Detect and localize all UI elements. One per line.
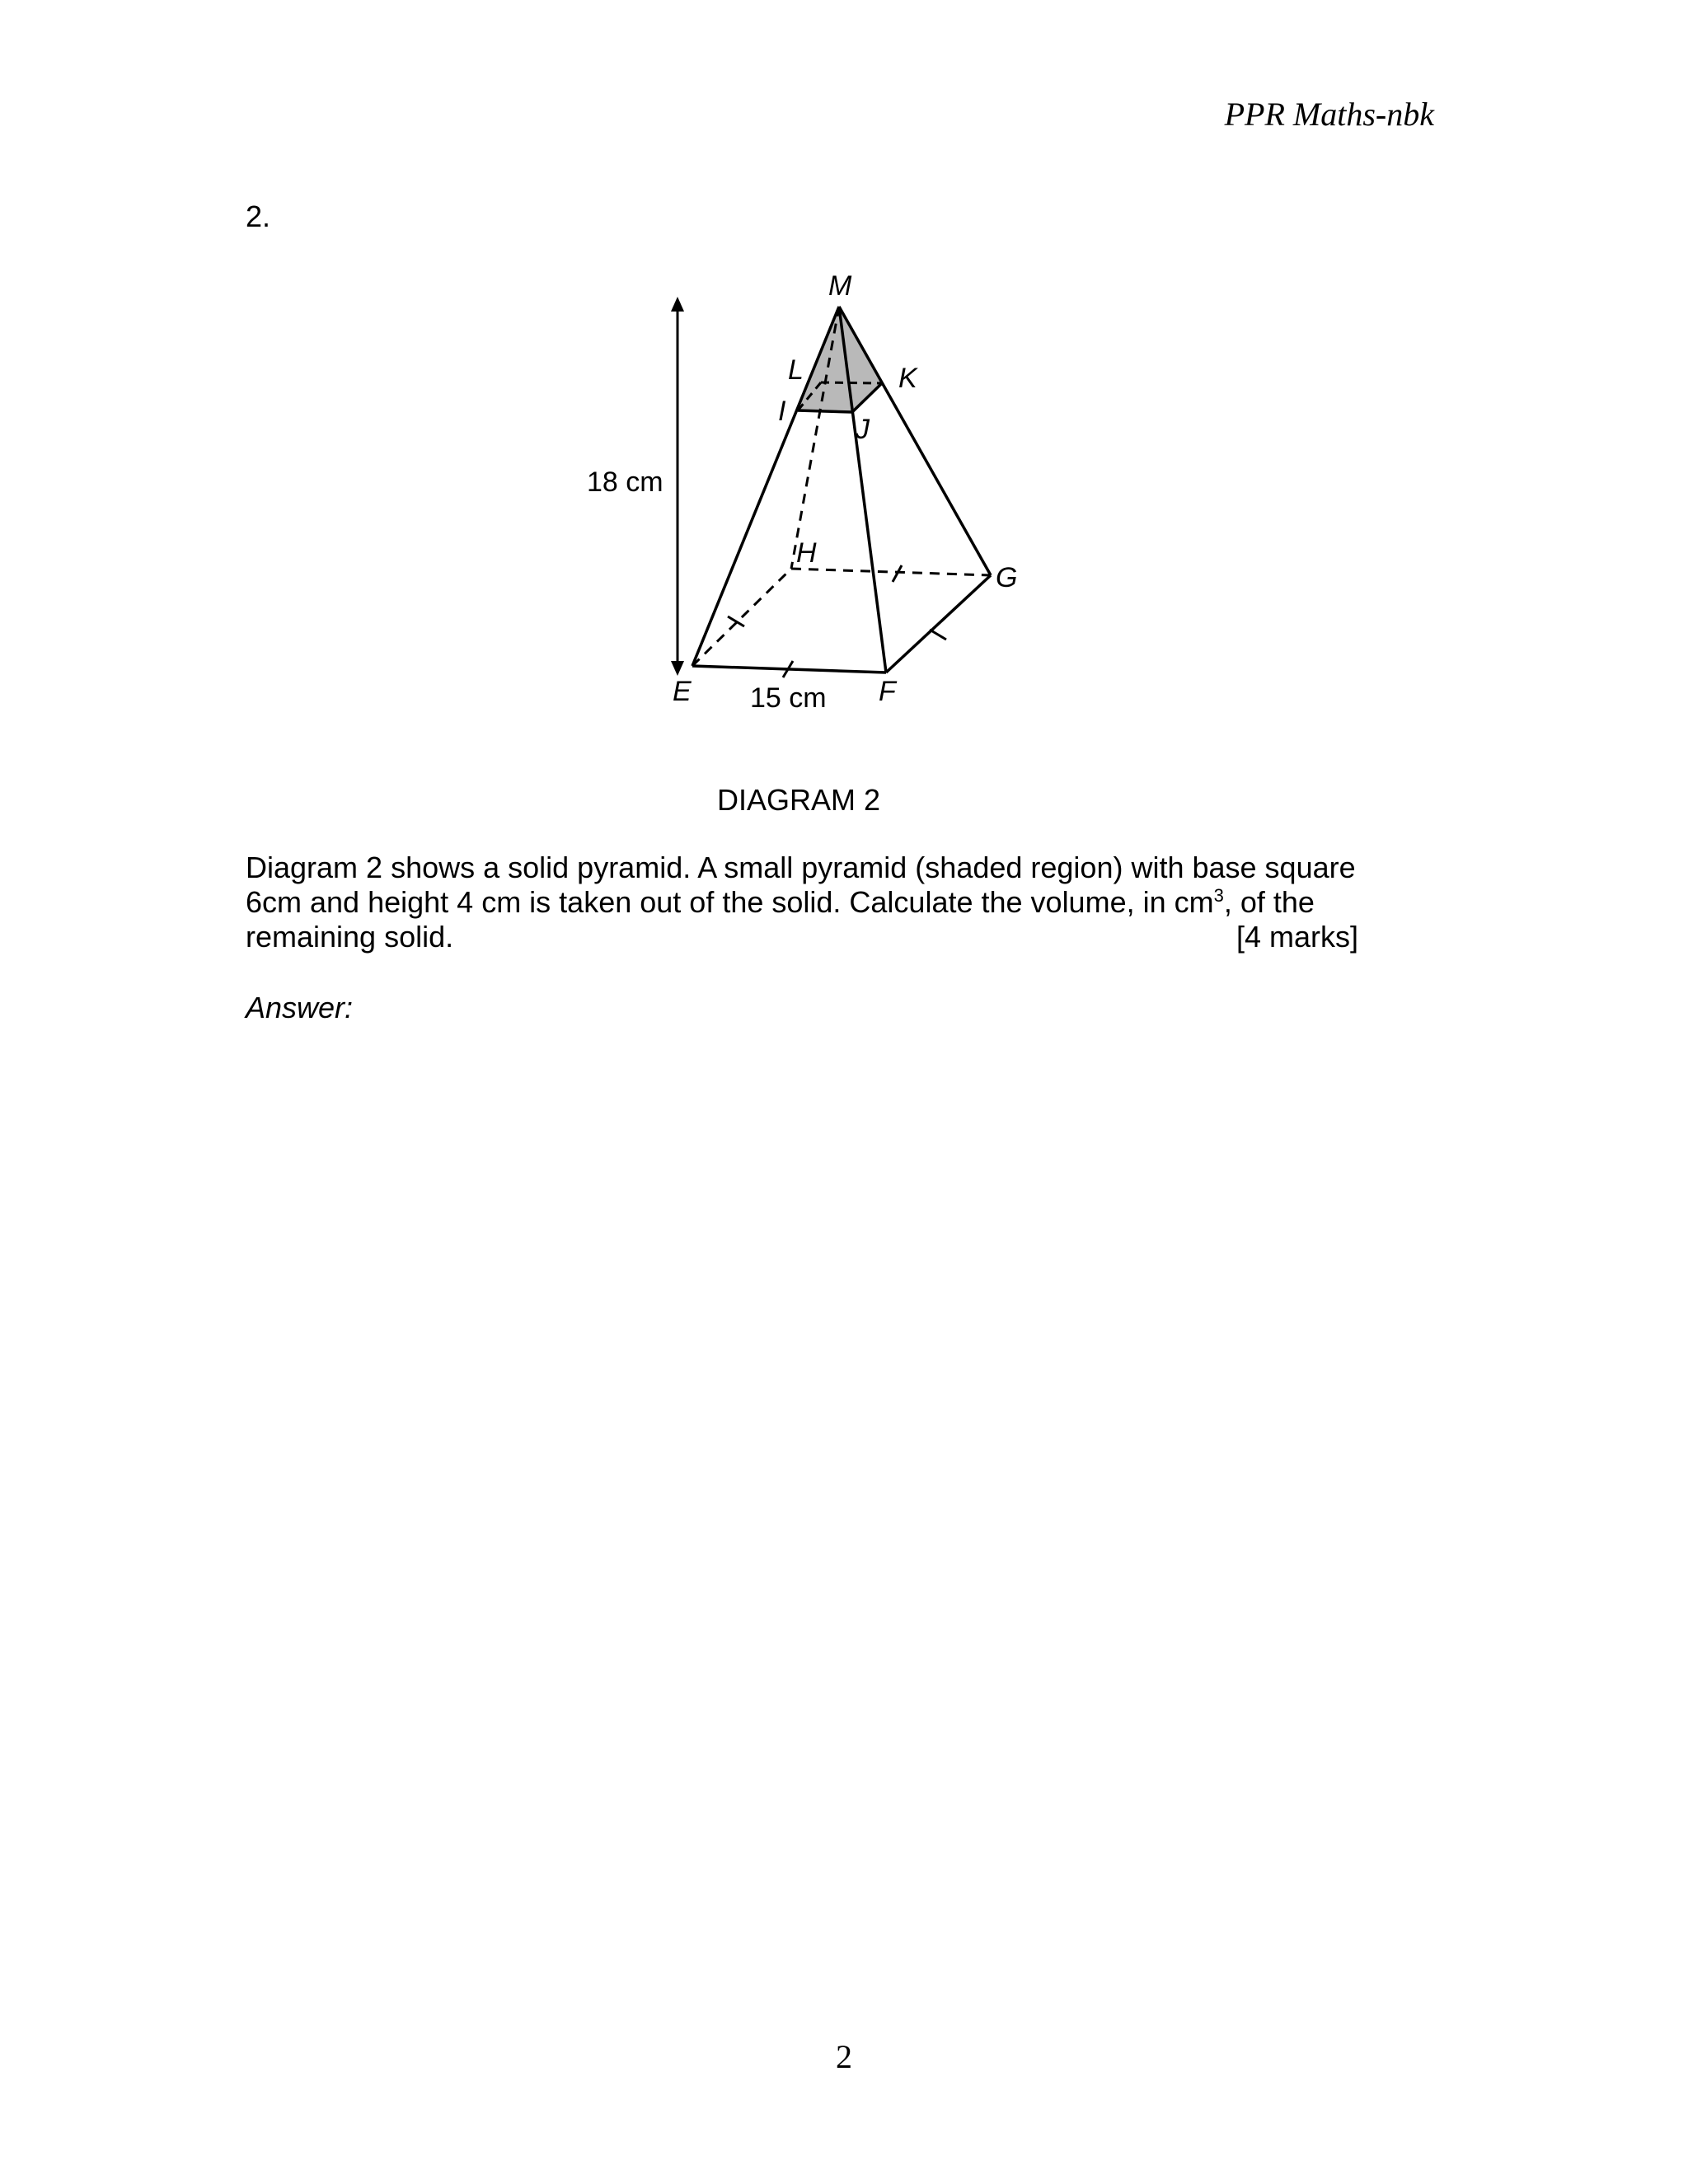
question-text: [246, 851, 1400, 954]
tick-EH: [728, 616, 744, 626]
height-label: 18 cm: [587, 466, 663, 498]
tick-HG: [893, 565, 902, 582]
pyramid-svg: [577, 264, 1071, 725]
edge-EH-hidden: [692, 569, 791, 666]
label-G: G: [996, 562, 1018, 593]
height-arrow-top: [671, 297, 684, 312]
edge-ME: [692, 307, 839, 666]
pyramid-diagram: [577, 264, 1071, 725]
marks-label: [4 marks]: [1236, 920, 1359, 954]
page-number: 2: [836, 2038, 852, 2075]
page-header: PPR Maths-nbk: [1224, 96, 1434, 133]
height-arrow-bottom: [671, 661, 684, 676]
question-line-3: remaining solid.: [246, 920, 454, 954]
label-K: K: [898, 363, 917, 394]
label-J: J: [856, 414, 870, 445]
edge-FG: [886, 575, 991, 673]
edge-IJ: [798, 410, 852, 412]
question-line-2: [246, 885, 1400, 920]
label-M: M: [828, 270, 852, 302]
question-line-2-end: , of the: [1223, 885, 1315, 919]
question-line-2-text: 6cm and height 4 cm is taken out of the solid. Calculate the volume, in cm: [246, 885, 1214, 919]
tick-FG: [930, 630, 946, 640]
edge-MH-hidden: [791, 307, 839, 569]
diagram-caption: DIAGRAM 2: [717, 783, 881, 817]
label-F: F: [879, 676, 896, 707]
label-L: L: [788, 354, 804, 386]
label-I: I: [778, 396, 786, 427]
question-line-1: Diagram 2 shows a solid pyramid. A small pyramid (shaded region) with base square: [246, 851, 1356, 884]
label-H: H: [796, 537, 817, 569]
label-E: E: [673, 676, 692, 707]
edge-HG-hidden: [791, 569, 991, 575]
answer-label: Answer:: [246, 991, 354, 1024]
cube-superscript: 3: [1213, 885, 1224, 906]
question-number: 2.: [246, 199, 271, 233]
base-label: 15 cm: [750, 682, 827, 714]
